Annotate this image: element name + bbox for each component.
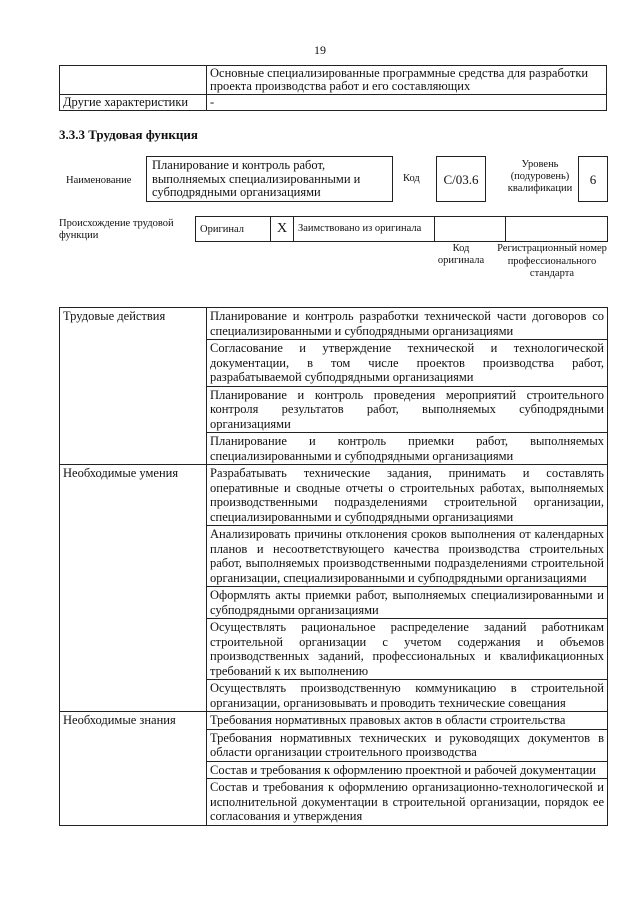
origin-reg-cell [506,217,608,242]
function-level: 6 [578,156,608,202]
top-table-row2-label: Другие характеристики [60,95,207,111]
top-table-row2-value: - [207,95,607,111]
table-row: Состав и требования к оформлению организационно-технологической и исполнительной документации в строительной организации, порядок ее согласования и утверждения [207,779,608,826]
table-row: Планирование и контроль проведения мероприятий строительного контроля результатов работ, выполняемых субподрядными организациями [207,386,608,433]
origin-original: Оригинал [196,217,271,242]
table-row: Осуществлять производственную коммуникацию в строительной организации, организовывать и проводить технические совещания [207,680,608,712]
table-row: Требования нормативных технических и руководящих документов в области организации строительного производства [207,729,608,761]
top-table-empty-cell [60,66,207,95]
table-row: Осуществлять рациональное распределение заданий работникам строительной организации с учетом содержания и объемов производственных заданий, профессиональных и квалификационных требований к их выполнению [207,619,608,680]
table-row: Анализировать причины отклонения сроков выполнения от календарных планов и несоответствующего качества производства строительных работ, выполняемых производственными подразделениями строительной организации, специализированными и субподрядными организациями [207,526,608,587]
origin-code-cell [435,217,506,242]
origin-label: Происхождение трудовой функции [59,218,174,241]
name-label: Наименование [66,175,132,186]
section-title: Необходимые умения [60,465,207,712]
table-row: Планирование и контроль приемки работ, выполняемых специализированными и субподрядными организациями [207,433,608,465]
top-table-row1-value: Основные специализированные программные средства для разработки проекта производства работ и его составляющих [207,66,607,95]
level-label: Уровень (подуровень) квалификации [507,159,573,194]
table-row: Согласование и утверждение технической и технологической документации, в том числе проектов производства работ, разрабатываемой субподрядными организациями [207,340,608,387]
origin-table [195,216,608,242]
function-code: C/03.6 [436,156,486,202]
origin-mark: X [271,217,294,242]
section-title: Трудовые действия [60,308,207,465]
origin-code-caption: Код оригинала [437,243,485,266]
section-title: Необходимые знания [60,712,207,826]
page-number: 19 [314,43,326,57]
section-heading: 3.3.3 Трудовая функция [59,127,198,142]
table-row: Оформлять акты приемки работ, выполняемых специализированными и субподрядными организациями [207,587,608,619]
main-table [59,307,608,826]
top-table [59,65,607,111]
origin-reg-caption: Регистрационный номер профессионального стандарта [497,243,607,279]
origin-borrowed: Заимствовано из оригинала [294,217,435,242]
table-row: Требования нормативных правовых актов в области строительства [207,712,608,730]
table-row: Состав и требования к оформлению проектной и рабочей документации [207,761,608,779]
table-row: Планирование и контроль разработки технической части договоров со специализированными и субподрядными организациями [207,308,608,340]
code-label: Код [403,173,420,184]
function-name: Планирование и контроль работ, выполняемых специализированными и субподрядными организациями [146,156,393,202]
table-row: Разрабатывать технические задания, принимать и составлять оперативные и сводные отчеты о строительных работах, выполняемых производственными подразделениями строительной организации, специализированными и субподрядными организациями [207,465,608,526]
